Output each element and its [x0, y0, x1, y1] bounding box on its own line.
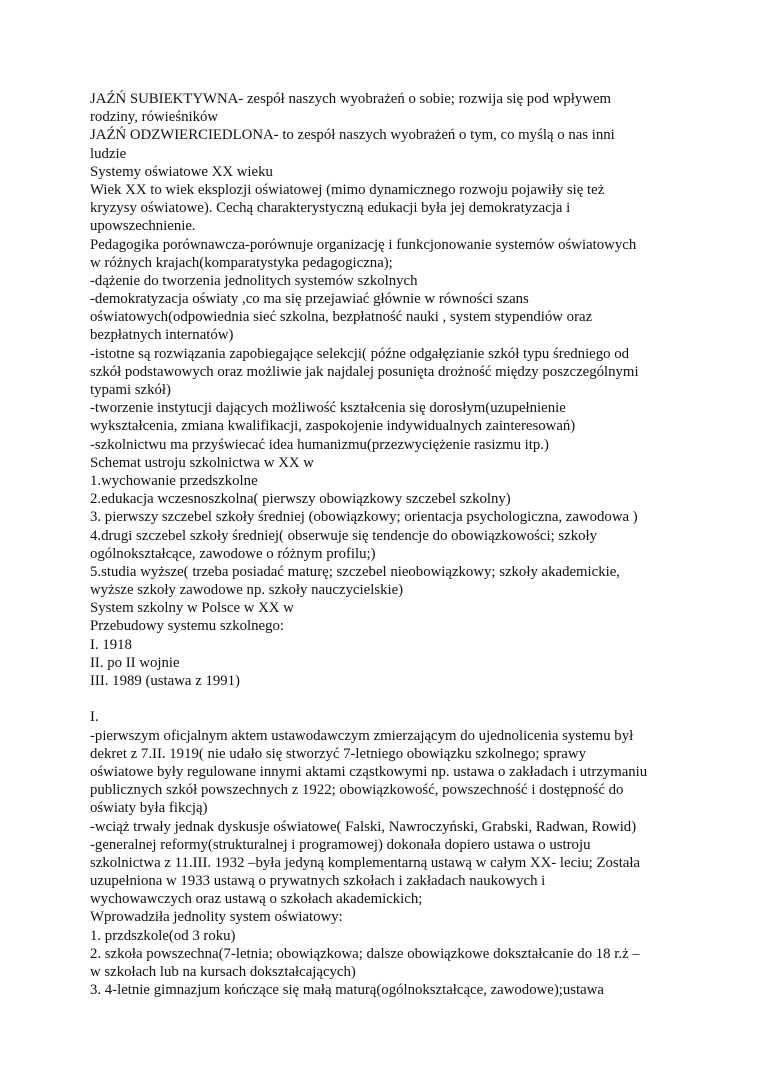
text-line: -tworzenie instytucji dających możliwość kształcenia się dorosłym(uzupełnienie	[90, 400, 566, 417]
text-line: bezpłatnych internatów)	[90, 327, 234, 344]
list-item: 2.edukacja wczesnoszkolna( pierwszy obowiązkowy szczebel szkolny)	[90, 491, 511, 508]
text-line: oświatowych(odpowiednia sieć szkolna, bezpłatność nauki , system stypendiów oraz	[90, 309, 593, 326]
list-item: 3. 4-letnie gimnazjum kończące się małą maturą(ogólnokształcące, zawodowe);ustawa	[90, 982, 604, 999]
list-item: 1. przdszkole(od 3 roku)	[90, 927, 236, 944]
list-item: 2. szkoła powszechna(7-letnia; obowiązkowa; dalsze obowiązkowe dokształcanie do 18 r.ż –	[90, 945, 640, 962]
text-line: ludzie	[90, 145, 127, 162]
text-line: kryzysy oświatowe). Cechą charakterystyczną edukacji była jej demokratyzacja i	[90, 200, 571, 217]
text-line: typami szkół)	[90, 382, 171, 398]
text-line: wychowawczych oraz ustawą o szkołach akademickich;	[90, 891, 423, 908]
text-line: Przebudowy systemu szkolnego:	[90, 618, 284, 635]
text-line: szkół podstawowych oraz możliwie jak najdalej posunięta drożność między poszczególnymi	[90, 363, 639, 380]
text-line: -istotne są rozwiązania zapobiegające selekcji( późne odgałęzianie szkół typu średniego od	[90, 345, 630, 362]
text-line: w szkołach lub na kursach dokształcających)	[90, 964, 356, 980]
text-line: JAŹŃ ODZWIERCIEDLONA- to zespół naszych wyobrażeń o tym, co myślą o nas inni	[90, 127, 615, 144]
text-line: dekret z 7.II. 1919( nie udało się stworzyć 7-letniego obowiązku szkolnego; sprawy	[90, 745, 586, 762]
text-line: -dążenie do tworzenia jednolitych systemów szkolnych	[90, 272, 418, 289]
document-page	[90, 90, 690, 999]
text-line: w różnych krajach(komparatystyka pedagogiczna);	[90, 254, 393, 271]
text-line: oświatowe były regulowane innymi aktami cząstkowymi np. ustawa o zakładach i utrzymaniu	[90, 763, 648, 780]
text-line: -demokratyzacja oświaty ,co ma się przejawiać głównie w równości szans	[90, 291, 529, 308]
text-line: uzupełniona w 1933 ustawą o prywatnych szkołach i zakładach naukowych i	[90, 873, 546, 890]
text-line: -szkolnictwu ma przyświecać idea humanizmu(przezwyciężenie rasizmu itp.)	[90, 436, 549, 453]
section-heading: I.	[90, 709, 99, 726]
text-line: Wiek XX to wiek eksplozji oświatowej (mimo dynamicznego rozwoju pojawiły się też	[90, 181, 605, 198]
list-item: 4.drugi szczebel szkoły średniej( obserwuje się tendencje do obowiązkowości; szkoły	[90, 527, 598, 544]
text-line: -generalnej reformy(strukturalnej i programowej) dokonała dopiero ustawa o ustroju	[90, 836, 591, 853]
list-item: 1.wychowanie przedszkolne	[90, 472, 258, 489]
text-line: Pedagogika porównawcza-porównuje organizację i funkcjonowanie systemów oświatowych	[90, 236, 637, 253]
section-heading: Schemat ustroju szkolnictwa w XX w	[90, 454, 314, 471]
text-line: Wprowadziła jednolity system oświatowy:	[90, 909, 343, 926]
text-line: wykształcenia, zmiana kwalifikacji, zaspokojenie indywidualnych zainteresowań)	[90, 418, 576, 435]
text-line: upowszechnienie.	[90, 218, 196, 235]
text-line: JAŹŃ SUBIEKTYWNA- zespół naszych wyobrażeń o sobie; rozwija się pod wpływem	[90, 91, 612, 107]
text-line: szkolnictwa z 11.III. 1932 –była jedyną komplementarną ustawą w całym XX- leciu; Została	[90, 854, 641, 871]
text-line: oświaty była fikcją)	[90, 800, 208, 817]
list-item: I. 1918	[90, 636, 132, 653]
text-line: wyższe szkoły zawodowe np. szkoły nauczycielskie)	[90, 582, 404, 599]
text-line: -pierwszym oficjalnym aktem ustawodawczym zmierzającym do ujednolicenia systemu był	[90, 727, 634, 744]
list-item: II. po II wojnie	[90, 654, 180, 671]
text-line: publicznych szkół powszechnych z 1922; obowiązkowość, powszechność i dostępność do	[90, 782, 624, 799]
text-line: ogólnokształcące, zawodowe o różnym profilu;)	[90, 545, 376, 562]
section-heading: Systemy oświatowe XX wieku	[90, 163, 273, 180]
section-heading: System szkolny w Polsce w XX w	[90, 600, 294, 617]
list-item: 3. pierwszy szczebel szkoły średniej (obowiązkowy; orientacja psychologiczna, zawodowa )	[90, 509, 638, 526]
list-item: III. 1989 (ustawa z 1991)	[90, 673, 240, 689]
list-item: 5.studia wyższe( trzeba posiadać maturę; szczebel nieobowiązkowy; szkoły akademickie,	[90, 563, 621, 580]
text-line: rodziny, rówieśników	[90, 109, 219, 126]
blank-line	[90, 690, 690, 708]
text-line: -wciąż trwały jednak dyskusje oświatowe( Falski, Nawroczyński, Grabski, Radwan, Rowid)	[90, 818, 637, 835]
